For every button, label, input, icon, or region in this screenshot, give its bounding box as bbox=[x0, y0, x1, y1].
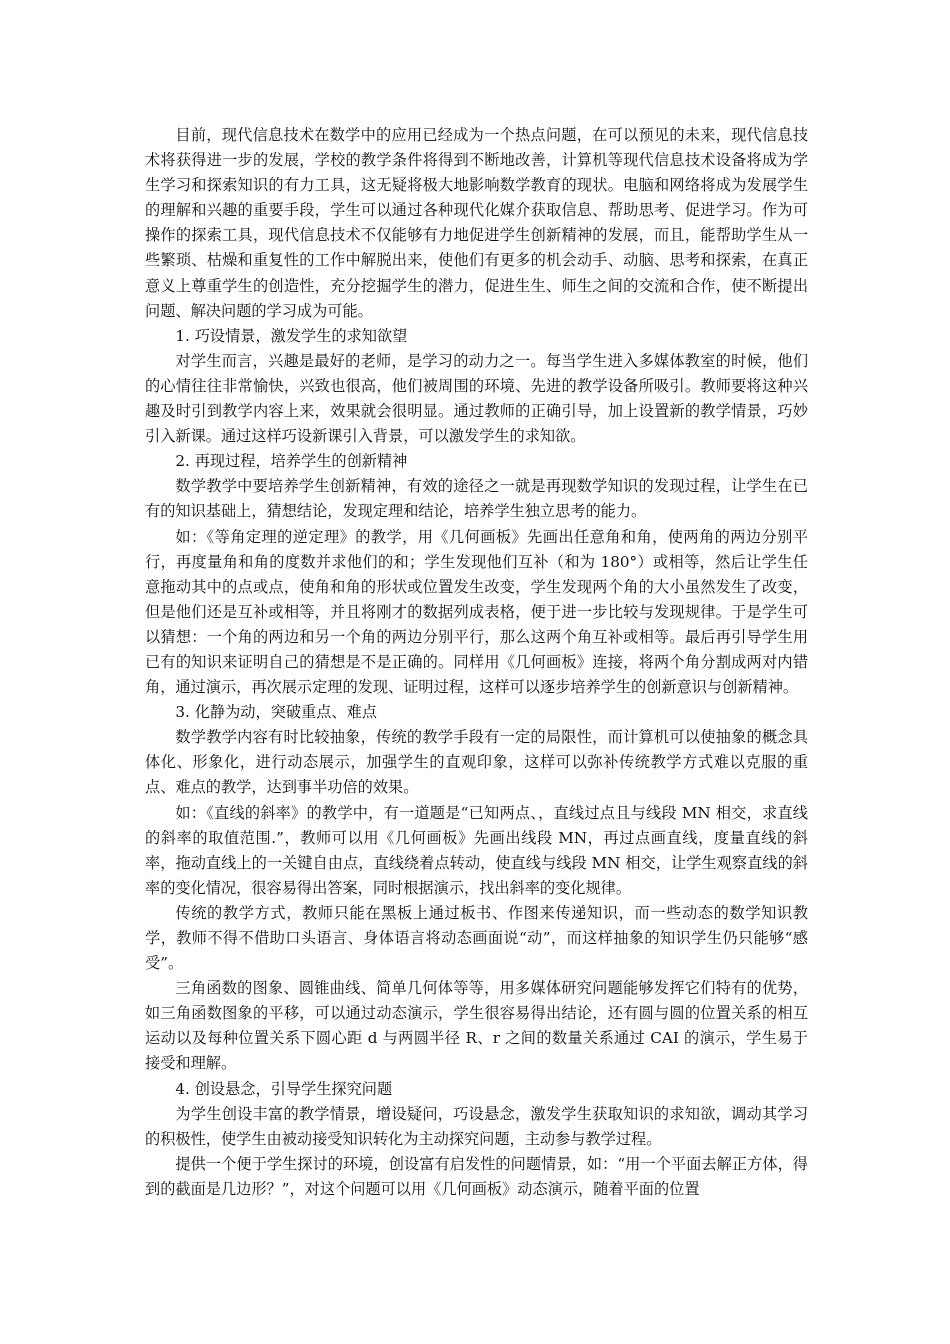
section-heading-3: 3. 化静为动，突破重点、难点 bbox=[175, 703, 377, 722]
section-heading-1: 1. 巧设情景，激发学生的求知欲望 bbox=[175, 326, 408, 345]
body-paragraph: 如：《直线的斜率》的教学中，有一道题是“已知两点、，直线过点且与线段 MN 相交，求直线的斜率的取值范围.”，教师可以用《几何画板》先画出线段 MN，再过点画直线，度量直线的斜率，拖动直线上的一关键自由点，直线绕着点转动，使直线与线段 MN 相交，让学生观察直线的斜率的变化情况，很容易得出答案，同时根据演示，找出斜率的变化规律。 bbox=[145, 803, 808, 897]
section-heading-2: 2. 再现过程，培养学生的创新精神 bbox=[175, 452, 408, 471]
body-paragraph: 传统的教学方式，教师只能在黑板上通过板书、作图来传递知识，而一些动态的数学知识教学，教师不得不借助口头语言、身体语言将动态画面说“动”，而这样抽象的知识学生仍只能够“感受”。 bbox=[145, 903, 808, 973]
body-paragraph: 如：《等角定理的逆定理》的教学，用《几何画板》先画出任意角和角，使两角的两边分别平行，再度量角和角的度数并求他们的和；学生发现他们互补（和为 180°）或相等，然后让学生任意拖动其中的点或点，使角和角的形状或位置发生改变，学生发现两个角的大小虽然发生了改变，但是他们还是互补或相等，并且将刚才的数据列成表格，便于进一步比较与发现规律。于是学生可以猜想：一个角的两边和另一个角的两边分别平行，那么这两个角互补或相等。最后再引导学生用已有的知识来证明自己的猜想是不是正确的。同样用《几何画板》连接，将两个角分割成两对内错角，通过演示，再次展示定理的发现、证明过程，这样可以逐步培养学生的创新意识与创新精神。 bbox=[145, 527, 808, 697]
body-paragraph: 为学生创设丰富的教学情景，增设疑问，巧设悬念，激发学生获取知识的求知欲，调动其学习的积极性，使学生由被动接受知识转化为主动探究问题，主动参与教学过程。 bbox=[145, 1104, 808, 1148]
intro-paragraph: 目前，现代信息技术在数学中的应用已经成为一个热点问题，在可以预见的未来，现代信息技术将获得进一步的发展，学校的教学条件将得到不断地改善，计算机等现代信息技术设备将成为学生学习和探索知识的有力工具，这无疑将极大地影响数学教育的现状。电脑和网络将成为发展学生的理解和兴趣的重要手段，学生可以通过各种现代化媒介获取信息、帮助思考、促进学习。作为可操作的探索工具，现代信息技术不仅能够有力地促进学生创新精神的发展，而且，能帮助学生从一些繁琐、枯燥和重复性的工作中解脱出来，使他们有更多的机会动手、动脑、思考和探索，在真正意义上尊重学生的创造性，充分挖掘学生的潜力，促进生生、师生之间的交流和合作，使不断提出问题、解决问题的学习成为可能。 bbox=[145, 126, 808, 320]
body-paragraph: 三角函数的图象、圆锥曲线、简单几何体等等，用多媒体研究问题能够发挥它们特有的优势，如三角函数图象的平移，可以通过动态演示，学生很容易得出结论，还有圆与圆的位置关系的相互运动以及每种位置关系下圆心距 d 与两圆半径 R、r 之间的数量关系通过 CAI 的演示，学生易于接受和理解。 bbox=[145, 979, 808, 1073]
document-body bbox=[145, 123, 808, 1202]
body-paragraph: 数学教学内容有时比较抽象，传统的教学手段有一定的局限性，而计算机可以使抽象的概念具体化、形象化，进行动态展示，加强学生的直观印象，这样可以弥补传统教学方式难以克服的重点、难点的教学，达到事半功倍的效果。 bbox=[145, 728, 808, 797]
body-paragraph: 对学生而言，兴趣是最好的老师，是学习的动力之一。每当学生进入多媒体教室的时候，他们的心情往往非常愉快，兴致也很高，他们被周围的环境、先进的教学设备所吸引。教师要将这种兴趣及时引到教学内容上来，效果就会很明显。通过教师的正确引导，加上设置新的教学情景，巧妙引入新课。通过这样巧设新课引入背景，可以激发学生的求知欲。 bbox=[145, 351, 808, 446]
section-heading-4: 4. 创设悬念，引导学生探究问题 bbox=[175, 1079, 393, 1098]
body-paragraph: 提供一个便于学生探讨的环境，创设富有启发性的问题情景，如：“用一个平面去解正方体，得到的截面是几边形？”，对这个问题可以用《几何画板》动态演示，随着平面的位置 bbox=[145, 1154, 808, 1198]
body-paragraph: 数学教学中要培养学生创新精神，有效的途径之一就是再现数学知识的发现过程，让学生在已有的知识基础上，猜想结论，发现定理和结论，培养学生独立思考的能力。 bbox=[145, 477, 808, 521]
